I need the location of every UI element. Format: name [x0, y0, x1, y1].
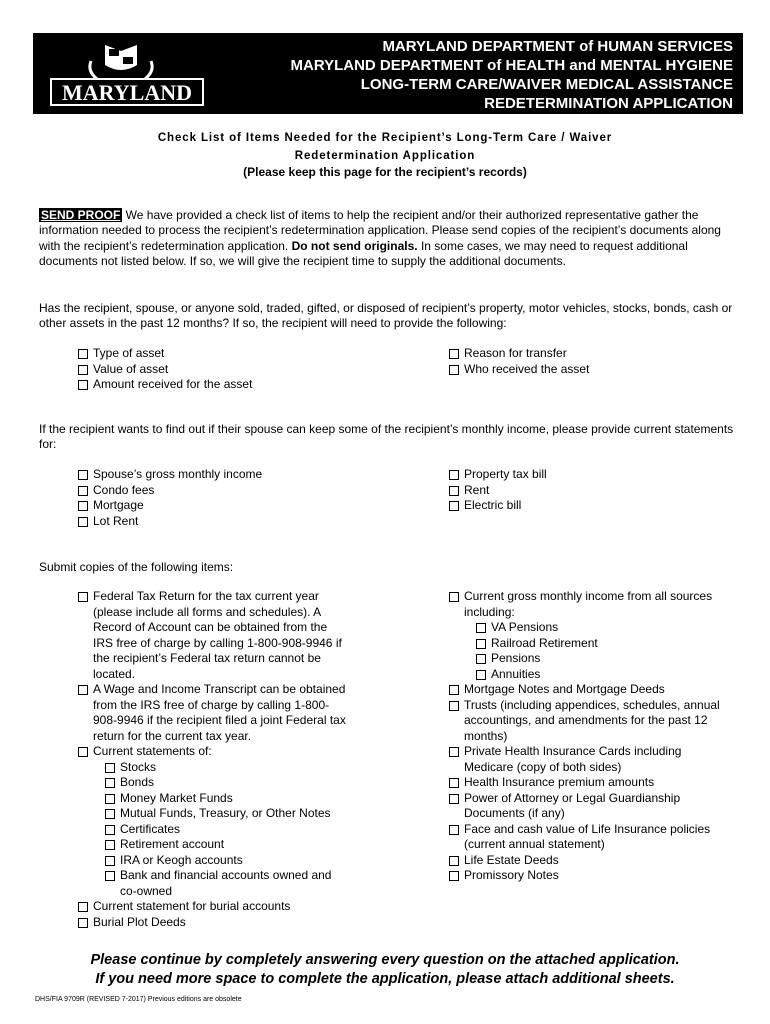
- checkbox-item[interactable]: Face and cash value of Life Insurance policies: [449, 822, 749, 838]
- checkbox-item[interactable]: Private Health Insurance Cards including: [449, 744, 749, 760]
- checkbox-item[interactable]: Bonds: [105, 775, 408, 791]
- checkbox-icon[interactable]: [105, 794, 115, 804]
- checkbox-icon[interactable]: [78, 349, 88, 359]
- assets-left-list: [78, 346, 428, 393]
- send-proof-label: SEND PROOF: [41, 208, 121, 222]
- item-continuation: (please include all forms and schedules). A: [93, 604, 322, 619]
- logo-text: MARYLAND: [62, 80, 192, 105]
- submit-right-list: [449, 589, 749, 884]
- checkbox-item[interactable]: Current statements of:: [78, 744, 408, 760]
- checkbox-item[interactable]: Health Insurance premium amounts: [449, 775, 749, 791]
- checkbox-item[interactable]: Promissory Notes: [449, 868, 749, 884]
- checkbox-icon[interactable]: [449, 701, 459, 711]
- checkbox-item[interactable]: Condo fees: [78, 483, 428, 499]
- item-continuation: the recipient’s Federal tax return cannot be: [93, 651, 321, 665]
- item-continuation: Record of Account can be obtained from the: [93, 620, 328, 634]
- keep-note: (Please keep this page for the recipient’s records): [243, 165, 527, 179]
- checkbox-icon[interactable]: [449, 365, 459, 375]
- checkbox-item[interactable]: Money Market Funds: [105, 791, 408, 807]
- checkbox-item[interactable]: Annuities: [476, 667, 749, 683]
- item-continuation: Medicare (copy of both sides): [464, 759, 622, 774]
- checkbox-item[interactable]: Reason for transfer: [449, 346, 739, 362]
- checkbox-icon[interactable]: [449, 486, 459, 496]
- item-continuation: 908-9946 if the recipient filed a joint Federal tax: [93, 713, 346, 727]
- checkbox-icon[interactable]: [449, 747, 459, 757]
- checkbox-item[interactable]: Value of asset: [78, 362, 428, 378]
- checkbox-item[interactable]: Federal Tax Return for the tax current year: [78, 589, 408, 605]
- header-line: MARYLAND DEPARTMENT of HUMAN SERVICES: [382, 38, 733, 55]
- checkbox-icon[interactable]: [78, 486, 88, 496]
- checkbox-item[interactable]: Mutual Funds, Treasury, or Other Notes: [105, 806, 408, 822]
- checkbox-icon[interactable]: [105, 856, 115, 866]
- checkbox-icon[interactable]: [78, 470, 88, 480]
- checkbox-icon[interactable]: [78, 747, 88, 757]
- checkbox-icon[interactable]: [449, 349, 459, 359]
- checkbox-item[interactable]: Who received the asset: [449, 362, 739, 378]
- checklist-title-line: Check List of Items Needed for the Recipient’s Long-Term Care / Waiver: [157, 132, 613, 144]
- submit-left-list: [78, 589, 408, 930]
- checkbox-icon[interactable]: [449, 501, 459, 511]
- form-footer: DHS/FIA 9709R (REVISED 7-2017) Previous editions are obsolete: [35, 996, 242, 1003]
- checkbox-icon[interactable]: [78, 517, 88, 527]
- submit-intro: Submit copies of the following items:: [39, 560, 234, 574]
- item-continuation: Documents (if any): [464, 806, 565, 820]
- checkbox-icon[interactable]: [105, 809, 115, 819]
- assets-right-list: [449, 346, 739, 377]
- item-continuation: months): [464, 728, 508, 743]
- item-continuation: (current annual statement): [464, 837, 605, 851]
- checkbox-icon[interactable]: [78, 365, 88, 375]
- checkbox-icon[interactable]: [449, 794, 459, 804]
- checklist-title-line: Redetermination Application: [294, 150, 476, 162]
- checkbox-item[interactable]: Amount received for the asset: [78, 377, 428, 393]
- checkbox-icon[interactable]: [449, 871, 459, 881]
- checkbox-item[interactable]: Electric bill: [449, 498, 739, 514]
- checkbox-icon[interactable]: [449, 825, 459, 835]
- checkbox-icon[interactable]: [105, 871, 115, 881]
- send-proof-text: We have provided a check list of items to help the recipient and/or their authorized representative gather the information needed to process the recipient’s redetermination application. Please send copies of the recipient’s documents along with the recipient’s redetermination application.: [39, 208, 721, 253]
- checklist-title: [0, 129, 770, 165]
- item-continuation: accountings, and amendments for the past 12: [464, 713, 708, 727]
- item-continuation: including:: [464, 604, 515, 619]
- checkbox-item[interactable]: Pensions: [476, 651, 749, 667]
- checkbox-item[interactable]: Lot Rent: [78, 514, 428, 530]
- checkbox-item[interactable]: Mortgage: [78, 498, 428, 514]
- closing-line: If you need more space to complete the application, please attach additional sheets.: [95, 971, 675, 987]
- checkbox-icon[interactable]: [78, 902, 88, 912]
- checkbox-icon[interactable]: [78, 380, 88, 390]
- checkbox-item[interactable]: A Wage and Income Transcript can be obtained: [78, 682, 408, 698]
- checkbox-icon[interactable]: [449, 856, 459, 866]
- checkbox-icon[interactable]: [476, 623, 486, 633]
- item-continuation: located.: [93, 666, 136, 681]
- checkbox-item[interactable]: Current statement for burial accounts: [78, 899, 408, 915]
- header-title: [291, 37, 734, 113]
- checkbox-icon[interactable]: [449, 470, 459, 480]
- checkbox-item[interactable]: Bank and financial accounts owned and: [105, 868, 408, 884]
- checkbox-item[interactable]: Spouse’s gross monthly income: [78, 467, 428, 483]
- send-proof-text: In some cases, we may need to request additional documents not listed below. If so, we will give the recipient time to supply the additional documents.: [39, 238, 688, 268]
- checkbox-icon[interactable]: [78, 918, 88, 928]
- header-line: LONG-TERM CARE/WAIVER MEDICAL ASSISTANCE: [360, 76, 733, 93]
- send-proof-bold: Do not send originals.: [291, 238, 418, 253]
- item-continuation: IRS free of charge by calling 1-800-908-9946 if: [93, 635, 342, 650]
- item-continuation: return for the current tax year.: [93, 728, 252, 743]
- spouse-question: If the recipient wants to find out if their spouse can keep some of the recipient’s monthly income, please provide current statements for:: [39, 422, 734, 452]
- closing-line: Please continue by completely answering every question on the attached application.: [90, 952, 680, 968]
- assets-question: Has the recipient, spouse, or anyone sold, traded, gifted, or disposed of recipient’s property, motor vehicles, stocks, bonds, cash or other assets in the past 12 months? If so, the recipient will need to provide the following:: [39, 301, 733, 331]
- checkbox-icon[interactable]: [105, 778, 115, 788]
- checkbox-item[interactable]: Certificates: [105, 822, 408, 838]
- checkbox-item[interactable]: Type of asset: [78, 346, 428, 362]
- header-banner: [33, 33, 743, 114]
- item-continuation: from the IRS free of charge by calling 1-800-: [93, 697, 330, 712]
- checkbox-icon[interactable]: [78, 501, 88, 511]
- checkbox-item[interactable]: Rent: [449, 483, 739, 499]
- checkbox-item[interactable]: Current gross monthly income from all sources: [449, 589, 749, 605]
- spouse-left-list: [78, 467, 428, 529]
- checkbox-item[interactable]: Retirement account: [105, 837, 408, 853]
- checkbox-icon[interactable]: [105, 825, 115, 835]
- checkbox-icon[interactable]: [105, 763, 115, 773]
- checkbox-item[interactable]: Railroad Retirement: [476, 636, 749, 652]
- checkbox-icon[interactable]: [78, 685, 88, 695]
- item-continuation: co-owned: [120, 883, 173, 898]
- checkbox-item[interactable]: Stocks: [105, 760, 408, 776]
- checkbox-item[interactable]: Power of Attorney or Legal Guardianship: [449, 791, 749, 807]
- header-line: MARYLAND DEPARTMENT of HEALTH and MENTAL HYGIENE: [290, 57, 733, 74]
- send-proof-paragraph: [39, 208, 739, 269]
- checkbox-icon[interactable]: [476, 670, 486, 680]
- checkbox-icon[interactable]: [476, 639, 486, 649]
- checkbox-item[interactable]: Trusts (including appendices, schedules, annual: [449, 698, 749, 714]
- checkbox-item[interactable]: Burial Plot Deeds: [78, 915, 408, 931]
- checkbox-icon[interactable]: [449, 592, 459, 602]
- maryland-logo: [47, 41, 207, 107]
- checkbox-icon[interactable]: [449, 685, 459, 695]
- checkbox-item[interactable]: Life Estate Deeds: [449, 853, 749, 869]
- checkbox-item[interactable]: IRA or Keogh accounts: [105, 853, 408, 869]
- checkbox-item[interactable]: VA Pensions: [476, 620, 749, 636]
- checkbox-icon[interactable]: [476, 654, 486, 664]
- checkbox-icon[interactable]: [78, 592, 88, 602]
- checkbox-icon[interactable]: [105, 840, 115, 850]
- header-line: REDETERMINATION APPLICATION: [484, 95, 733, 112]
- checkbox-icon[interactable]: [449, 778, 459, 788]
- checkbox-item[interactable]: Property tax bill: [449, 467, 739, 483]
- checkbox-item[interactable]: Mortgage Notes and Mortgage Deeds: [449, 682, 749, 698]
- spouse-right-list: [449, 467, 739, 514]
